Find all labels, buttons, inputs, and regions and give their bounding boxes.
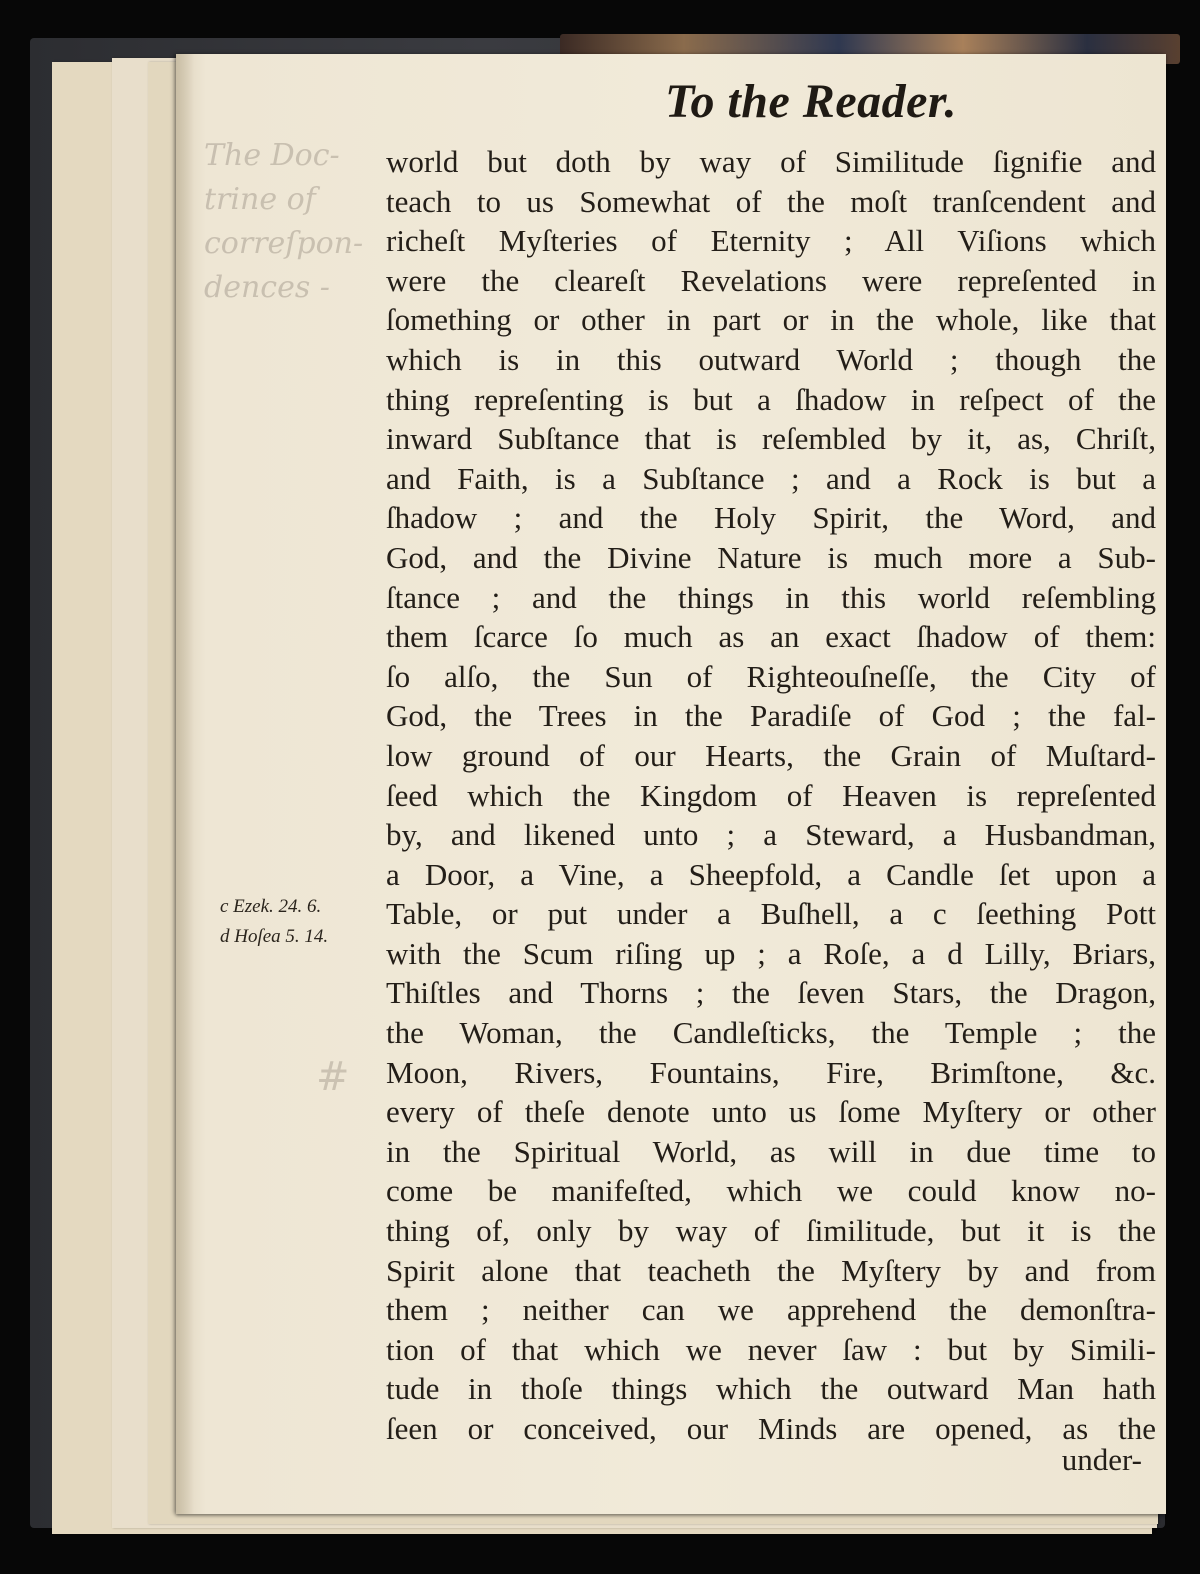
text-line: world but doth by way of Similitude ſignifie and — [386, 144, 1156, 179]
text-line: them ; neither can we apprehend the demonſtra- — [386, 1292, 1156, 1328]
text-line: Moon, Rivers, Fountains, Fire, Brimſtone, &c. — [386, 1054, 1156, 1090]
catchword: under- — [1061, 1442, 1142, 1477]
text-line: every of theſe denote unto us ſome Myſtery or other — [386, 1094, 1156, 1130]
text-line: God, and the Divine Nature is much more a Sub- — [386, 539, 1156, 575]
text-line: which is in this outward World ; though the — [386, 341, 1156, 377]
text-line: ſeen or conceived, our Minds are opened, as the — [386, 1411, 1156, 1446]
margin-note: c Ezek. 24. 6. — [220, 896, 322, 917]
margin-notes — [220, 892, 370, 952]
body-text — [386, 142, 1156, 1449]
text-line: ſhadow ; and the Holy Spirit, the Word, and — [386, 500, 1156, 536]
text-line: God, the Trees in the Paradiſe of God ; the fal- — [386, 698, 1156, 734]
text-line: the Woman, the Candleſticks, the Temple ; the — [386, 1015, 1156, 1051]
text-line: thing repreſenting is but a ſhadow in reſpect of the — [386, 381, 1156, 417]
text-line: richeſt Myſteries of Eternity ; All Viſions which — [386, 223, 1156, 259]
pencil-annotation — [204, 134, 384, 310]
text-line: with the Scum riſing up ; a Roſe, a d Lilly, Briars, — [386, 935, 1156, 971]
text-line: ſeed which the Kingdom of Heaven is repreſented — [386, 777, 1156, 813]
text-line: low ground of our Hearts, the Grain of Muſtard- — [386, 737, 1156, 773]
pencil-line: The Doc- — [204, 138, 340, 173]
pencil-line: dences - — [204, 270, 330, 305]
book-page — [176, 54, 1166, 1514]
text-line: tude in thoſe things which the outward Man hath — [386, 1371, 1156, 1407]
text-line: ſo alſo, the Sun of Righteouſneſſe, the City of — [386, 658, 1156, 694]
text-line: a Door, a Vine, a Sheepfold, a Candle ſet upon a — [386, 856, 1156, 892]
text-line: and Faith, is a Subſtance ; and a Rock is but a — [386, 460, 1156, 496]
text-line: ſomething or other in part or in the whole, like that — [386, 302, 1156, 338]
pencil-hash-mark: # — [316, 1054, 350, 1100]
pencil-line: trine of — [204, 182, 316, 217]
text-line: Table, or put under a Buſhell, a c ſeething Pott — [386, 896, 1156, 932]
text-line: by, and likened unto ; a Steward, a Husbandman, — [386, 817, 1156, 853]
text-line: tion of that which we never ſaw : but by Simili- — [386, 1331, 1156, 1367]
text-line: Spirit alone that teacheth the Myſtery by and from — [386, 1252, 1156, 1288]
text-line: teach to us Somewhat of the moſt tranſcendent and — [386, 183, 1156, 219]
text-line: in the Spiritual World, as will in due time to — [386, 1133, 1156, 1169]
text-line: were the cleareſt Revelations were repreſented in — [386, 262, 1156, 298]
margin-note: d Hoſea 5. 14. — [220, 926, 329, 947]
text-line: come be manifeſted, which we could know no- — [386, 1173, 1156, 1209]
text-line: inward Subſtance that is reſembled by it, as, Chriſt, — [386, 421, 1156, 457]
text-line: ſtance ; and the things in this world reſembling — [386, 579, 1156, 615]
page-gutter-shadow — [176, 54, 194, 1514]
pencil-line: correſpon- — [204, 226, 364, 261]
text-line: them ſcarce ſo much as an exact ſhadow of them: — [386, 619, 1156, 655]
text-line: thing of, only by way of ſimilitude, but it is the — [386, 1213, 1156, 1249]
page-heading: To the Reader. — [665, 75, 957, 128]
text-line: Thiſtles and Thorns ; the ſeven Stars, the Dragon, — [386, 975, 1156, 1011]
